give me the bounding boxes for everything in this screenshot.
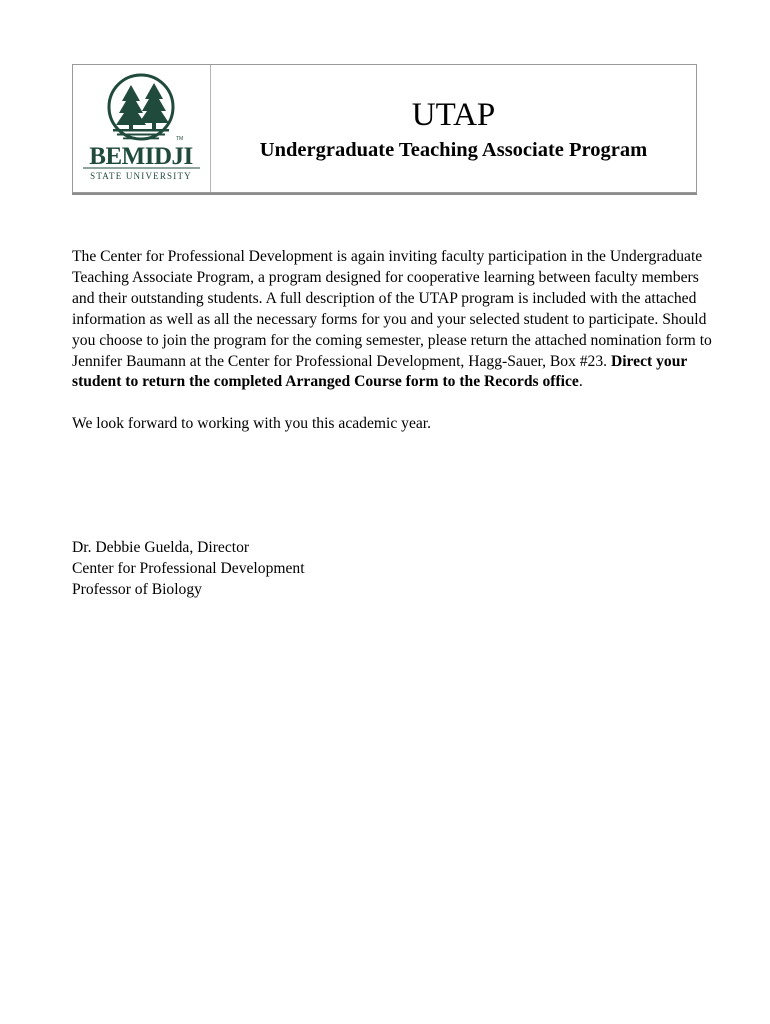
pine-trees-emblem-icon — [73, 65, 210, 192]
records-office-instruction: Direct your student to return the completed Arranged Course form to the Records office — [72, 352, 688, 391]
invitation-paragraph — [72, 247, 712, 393]
signatory-name: Dr. Debbie Guelda, Director — [72, 539, 250, 556]
logo-wordmark: BEMIDJI — [89, 143, 193, 170]
letterhead-title-block — [211, 65, 696, 192]
signatory-organization: Center for Professional Development — [72, 559, 305, 577]
program-acronym: UTAP — [411, 97, 496, 133]
invitation-text: The Center for Professional Development is again inviting faculty participation in the Undergraduate Teaching Associate Program, a program designed for cooperative learning between faculty members and their outstanding students. A full description of the UTAP program is included with the attached information as well as all the necessary forms for you and your selected student to participate. Should you choose to join the program for the coming semester, please return the attached nomination form to Jennifer Baumann at the Center for Professional Development, Hagg-Sauer, Box #23. — [72, 248, 712, 370]
university-logo — [73, 65, 211, 192]
signatory-title: Professor of Biology — [72, 580, 202, 598]
trademark-mark: TM — [176, 136, 184, 142]
letterhead — [72, 64, 697, 193]
invitation-period: . — [578, 373, 583, 391]
program-full-name: Undergraduate Teaching Associate Program — [259, 139, 648, 161]
closing-paragraph: We look forward to working with you this academic year. — [72, 415, 432, 433]
logo-tagline: STATE UNIVERSITY — [90, 171, 192, 181]
letter-body — [72, 247, 712, 456]
signature-block — [72, 538, 305, 601]
